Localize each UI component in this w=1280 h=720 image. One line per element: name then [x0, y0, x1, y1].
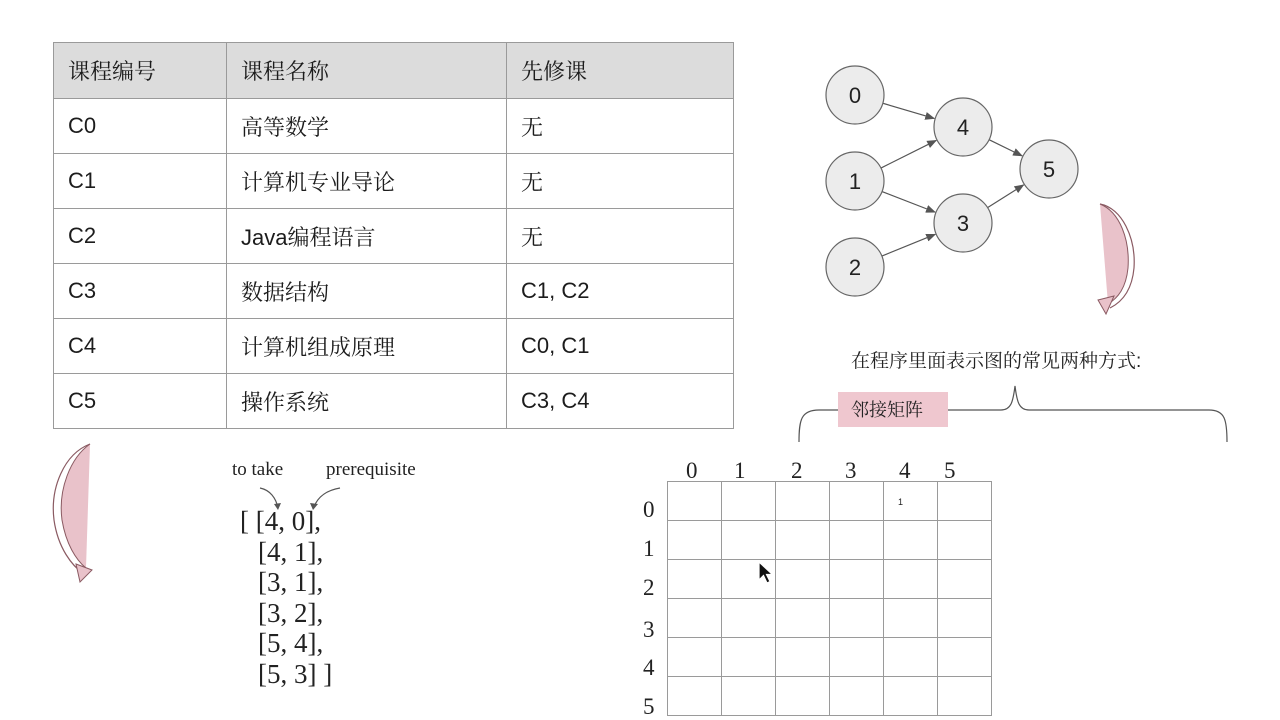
edge-list-item: [ [4, 0],: [240, 506, 321, 536]
matrix-cell-1-3[interactable]: [830, 521, 884, 560]
course-id: C4: [54, 319, 227, 374]
graph-node-3: [934, 194, 992, 252]
matrix-col-label: 2: [791, 458, 803, 483]
matrix-col-label: 5: [944, 458, 956, 483]
edge-list-item: [5, 3] ]: [258, 658, 333, 689]
matrix-cell-0-3[interactable]: [830, 482, 884, 521]
matrix-row-label: 2: [643, 575, 655, 600]
table-row: [54, 374, 734, 429]
svg-text:3: 3: [956, 211, 970, 236]
edge-list-item: [3, 1],: [258, 567, 324, 597]
matrix-cell-0-0[interactable]: [668, 482, 722, 521]
matrix-cell-2-3[interactable]: [830, 560, 884, 599]
adjacency-matrix-tag: 邻接矩阵: [838, 392, 948, 427]
matrix-cell-value: 1: [898, 497, 904, 507]
table-row: [54, 264, 734, 319]
course-prereq: 无: [507, 154, 734, 209]
representations-title: 在程序里面表示图的常见两种方式:: [851, 351, 1142, 372]
header-course-id: 课程编号: [54, 43, 227, 99]
matrix-cell-5-4[interactable]: [884, 677, 938, 716]
matrix-cell-4-0[interactable]: [668, 638, 722, 677]
course-prereq: C3, C4: [507, 374, 734, 429]
matrix-cell-1-2[interactable]: [776, 521, 830, 560]
matrix-cell-3-0[interactable]: [668, 599, 722, 638]
svg-text:0: 0: [848, 83, 862, 108]
curved-arrow-icon: [46, 440, 98, 586]
graph-edge-4-5: [989, 140, 1022, 156]
matrix-row-label: 0: [643, 497, 655, 522]
course-id: C3: [54, 264, 227, 319]
matrix-col-label: 4: [899, 458, 911, 483]
matrix-cell-3-1[interactable]: [722, 599, 776, 638]
matrix-cell-0-1[interactable]: [722, 482, 776, 521]
graph-edge-1-4: [881, 140, 936, 168]
matrix-cell-1-1[interactable]: [722, 521, 776, 560]
course-name: 计算机专业导论: [227, 154, 507, 209]
graph-node-4: [934, 98, 992, 156]
matrix-cell-4-3[interactable]: [830, 638, 884, 677]
matrix-cell-0-5[interactable]: [938, 482, 992, 521]
graph-node-1: [826, 152, 884, 210]
matrix-cell-3-2[interactable]: [776, 599, 830, 638]
svg-text:1: 1: [848, 169, 862, 194]
matrix-cell-4-4[interactable]: [884, 638, 938, 677]
matrix-cell-2-4[interactable]: [884, 560, 938, 599]
graph-edge-0-4: [883, 103, 934, 118]
header-course-name: 课程名称: [227, 43, 507, 99]
matrix-cell-5-5[interactable]: [938, 677, 992, 716]
svg-text:2: 2: [848, 255, 862, 280]
course-table: [53, 42, 734, 429]
course-name: 数据结构: [227, 264, 507, 319]
course-id: C5: [54, 374, 227, 429]
svg-text:5: 5: [1042, 157, 1056, 182]
matrix-cell-5-0[interactable]: [668, 677, 722, 716]
matrix-cell-3-3[interactable]: [830, 599, 884, 638]
matrix-cell-5-2[interactable]: [776, 677, 830, 716]
matrix-cell-5-3[interactable]: [830, 677, 884, 716]
course-name: Java编程语言: [227, 209, 507, 264]
table-row: [54, 319, 734, 374]
graph-node-5: [1020, 140, 1078, 198]
matrix-row-label: 4: [643, 655, 655, 680]
matrix-cell-1-4[interactable]: [884, 521, 938, 560]
edge-list-item: [3, 2],: [258, 597, 324, 628]
matrix-col-label: 0: [686, 458, 698, 483]
matrix-cell-1-0[interactable]: [668, 521, 722, 560]
matrix-row-label: 1: [643, 536, 655, 561]
course-id: C0: [54, 99, 227, 154]
graph-edge-3-5: [988, 185, 1024, 208]
matrix-cell-2-5[interactable]: [938, 560, 992, 599]
edge-list-item: [5, 4],: [258, 628, 324, 658]
course-name: 操作系统: [227, 374, 507, 429]
graph-node-2: [826, 238, 884, 296]
matrix-cell-1-5[interactable]: [938, 521, 992, 560]
course-prereq: C1, C2: [507, 264, 734, 319]
matrix-row-label: 3: [643, 617, 655, 642]
course-id: C2: [54, 209, 227, 264]
table-header-row: [54, 43, 734, 99]
edge-list-item: [4, 1],: [258, 536, 324, 567]
matrix-col-label: 3: [845, 458, 857, 483]
matrix-col-label: 1: [734, 458, 746, 483]
graph-node-0: [826, 66, 884, 124]
matrix-cell-2-2[interactable]: [776, 560, 830, 599]
svg-text:4: 4: [956, 115, 970, 140]
matrix-cell-0-2[interactable]: [776, 482, 830, 521]
matrix-cell-4-1[interactable]: [722, 638, 776, 677]
matrix-cell-0-4[interactable]: [884, 482, 938, 521]
curved-arrow-icon: [1092, 198, 1142, 320]
course-prereq: 无: [507, 99, 734, 154]
matrix-row-label: 5: [643, 694, 655, 719]
matrix-cell-5-1[interactable]: [722, 677, 776, 716]
matrix-cell-4-5[interactable]: [938, 638, 992, 677]
matrix-cell-4-2[interactable]: [776, 638, 830, 677]
matrix-cell-3-5[interactable]: [938, 599, 992, 638]
table-row: [54, 209, 734, 264]
table-row: [54, 99, 734, 154]
edge-list: [240, 506, 332, 689]
course-name: 高等数学: [227, 99, 507, 154]
adjacency-matrix-grid: [667, 481, 992, 716]
course-prereq: 无: [507, 209, 734, 264]
course-id: C1: [54, 154, 227, 209]
course-name: 计算机组成原理: [227, 319, 507, 374]
label-prerequisite: prerequisite: [326, 459, 416, 480]
graph-edge-1-3: [882, 192, 935, 213]
matrix-cell-2-0[interactable]: [668, 560, 722, 599]
matrix-cell-3-4[interactable]: [884, 599, 938, 638]
header-prerequisite: 先修课: [507, 43, 734, 99]
label-to-take: to take: [232, 459, 284, 480]
dependency-graph: [800, 55, 1100, 305]
course-prereq: C0, C1: [507, 319, 734, 374]
mouse-cursor-icon: [757, 560, 777, 588]
table-row: [54, 154, 734, 209]
graph-edge-2-3: [882, 234, 935, 256]
